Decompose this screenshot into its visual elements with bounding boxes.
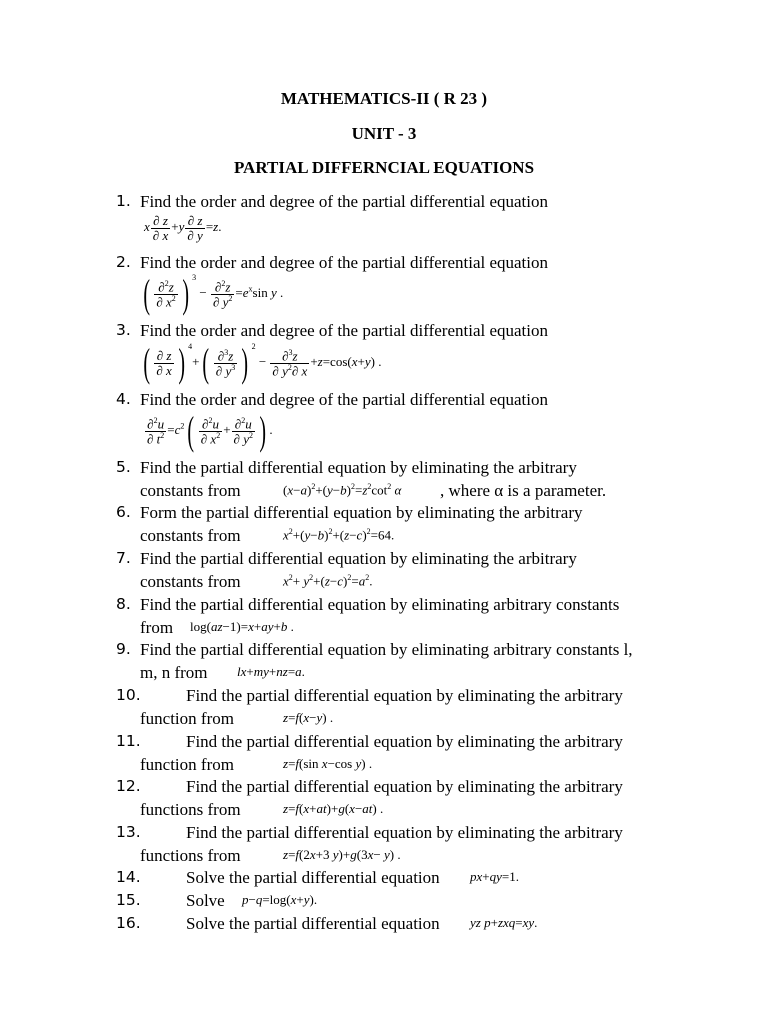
- question-number: 14.: [116, 868, 141, 886]
- question-number: 16.: [116, 914, 141, 932]
- question-number: 15.: [116, 891, 141, 909]
- equation: ( $\frac{\partial^2z}{\partial x^2}$ ) $^3$ − $\frac{\partial^2z}{\partial y^2}$ $=e^x\sin$ y .: [143, 271, 284, 316]
- document-subject-title: MATHEMATICS-II ( R 23 ): [280, 89, 488, 108]
- question-number: 3.: [116, 321, 131, 339]
- question-text: Find the partial differential equation by eliminating the arbitrary: [186, 686, 623, 705]
- question-text: Solve the partial differential equation: [186, 868, 440, 887]
- equation: ( $\frac{\partial z}{\partial x}$ ) $^4$+( $\frac{\partial^3z}{\partial y^3}$ ) $^2$ − $\frac{\partial^3z}{\partial y^2\partial x}$ +z=cos(x+y) .: [143, 340, 382, 385]
- question-number: 1.: [116, 192, 131, 210]
- question-text-tail: , where α is a parameter.: [440, 481, 607, 500]
- question-text: Solve: [186, 891, 225, 910]
- question-number: 7.: [116, 549, 131, 567]
- question-text: Find the partial differential equation by eliminating the arbitrary: [140, 549, 577, 568]
- question-text: Find the order and degree of the partial differential equation: [140, 192, 548, 211]
- question-text: Find the order and degree of the partial differential equation: [140, 390, 548, 409]
- equation: z=f(2x+3 y)+g(3x− y) .: [283, 847, 401, 862]
- question-text-continued: function from: [140, 755, 234, 774]
- question-text-continued: constants from: [140, 481, 241, 500]
- question-number: 4.: [116, 390, 131, 408]
- question-number: 9.: [116, 640, 131, 658]
- question-text: Find the partial differential equation by eliminating the arbitrary: [140, 458, 577, 477]
- question-text: Solve the partial differential equation: [186, 914, 440, 933]
- equation: p−q=log(x+y).: [242, 892, 318, 907]
- question-text: Find the partial differential equation by eliminating arbitrary constants l,: [140, 640, 633, 659]
- equation: z=f(sin x−cos y) .: [283, 756, 373, 771]
- question-text-continued: function from: [140, 709, 234, 728]
- equation: yz p+zxq=xy.: [470, 915, 538, 930]
- question-text: Find the partial differential equation by eliminating the arbitrary: [186, 777, 623, 796]
- question-text: Find the order and degree of the partial differential equation: [140, 253, 548, 272]
- unit-title: UNIT - 3: [351, 124, 417, 143]
- equation: $\frac{\partial^2u}{\partial t^2}$ $=c^2$( $\frac{\partial^2u}{\partial x^2}$ + $\frac{\partial^2u}{\partial y^2}$ ) .: [147, 408, 273, 453]
- question-text-continued: constants from: [140, 572, 241, 591]
- question-text-continued: functions from: [140, 800, 241, 819]
- equation: z=f(x+at)+g(x−at) .: [283, 801, 384, 816]
- question-number: 11.: [116, 732, 141, 750]
- question-number: 5.: [116, 458, 131, 476]
- question-text-continued: from: [140, 618, 174, 637]
- topic-title: PARTIAL DIFFERNCIAL EQUATIONS: [233, 158, 535, 177]
- equation: z=f(x−y) .: [283, 710, 334, 725]
- equation: $x^2+ y^2+(z-c)^2=a^2$.: [283, 573, 373, 589]
- equation: $(x-a)^2+(y-b)^2=z^2\cot^2$ α: [283, 482, 402, 498]
- question-number: 10.: [116, 686, 141, 704]
- question-text: Find the partial differential equation by eliminating the arbitrary: [186, 732, 623, 751]
- question-text-continued: constants from: [140, 526, 241, 545]
- question-text: Find the partial differential equation by eliminating the arbitrary: [186, 823, 623, 842]
- question-number: 12.: [116, 777, 141, 795]
- equation: px+qy=1.: [470, 869, 519, 884]
- equation: x $\frac{\partial z}{\partial x}$ +y $\frac{\partial z}{\partial y}$ =z.: [144, 213, 222, 243]
- question-number: 8.: [116, 595, 131, 613]
- equation: lx+my+nz=a.: [237, 664, 305, 679]
- equation: log(az−1)=x+ay+b .: [190, 619, 294, 634]
- question-number: 2.: [116, 253, 131, 271]
- question-text: Find the partial differential equation by eliminating arbitrary constants: [140, 595, 620, 614]
- question-number: 13.: [116, 823, 141, 841]
- equation: $x^2+(y-b)^2+(z-c)^2=64$.: [283, 527, 395, 543]
- question-text-continued: m, n from: [140, 663, 208, 682]
- question-number: 6.: [116, 503, 131, 521]
- question-text-continued: functions from: [140, 846, 241, 865]
- question-text: Form the partial differential equation by eliminating the arbitrary: [140, 503, 583, 522]
- question-text: Find the order and degree of the partial differential equation: [140, 321, 548, 340]
